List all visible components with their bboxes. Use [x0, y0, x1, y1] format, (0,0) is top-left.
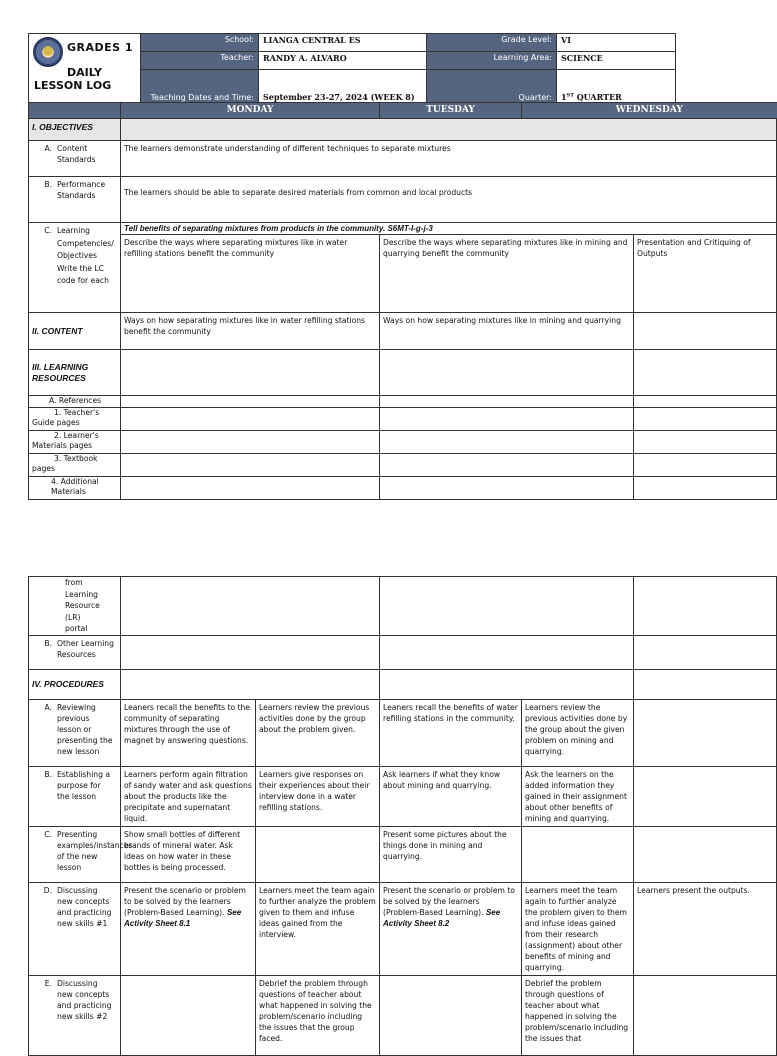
school-label: School:	[141, 34, 259, 52]
quarter-label: Quarter:	[427, 70, 557, 104]
reviewing-monday: Leaners recall the benefits to the community of separating mixtures through the use of magnet by answering questions.	[121, 699, 256, 766]
discussing-1-monday	[121, 882, 256, 975]
lm-mt	[121, 431, 380, 454]
teachers-guide-label: 1. Teacher's Guide pages	[29, 408, 121, 431]
discussing-1-label	[29, 882, 121, 975]
other-resources-label	[29, 635, 121, 669]
other-wt	[380, 635, 634, 669]
lr-f	[634, 577, 777, 636]
content-standards-label	[29, 141, 121, 177]
dll-table-page2	[28, 576, 777, 1056]
discussing-2-text: Discussing new concepts and practicing new skills #2	[57, 978, 112, 1021]
content-monday-tuesday: Ways on how separating mixtures like in water refilling stations benefit the community	[121, 313, 380, 350]
presenting-friday	[634, 826, 777, 882]
presenting-letter: C.	[44, 829, 52, 839]
establishing-tuesday: Learners give responses on their experiences about their interview done in a water refilling stations.	[256, 766, 380, 826]
grade-level-label: Grade Level:	[427, 34, 557, 52]
performance-standards-label	[29, 177, 121, 223]
lm-wt	[380, 431, 634, 454]
discussing-1-tuesday: Learners meet the team again to further analyze the problem given to them and infuse ideas gained from the interview.	[256, 882, 380, 975]
tg-f	[634, 408, 777, 431]
discussing-2-label	[29, 975, 121, 1055]
content-standards-text: Content Standards	[57, 144, 96, 164]
proc-wt	[380, 669, 634, 699]
content-standards-value: The learners demonstrate understanding of different techniques to separate mixtures	[121, 141, 777, 177]
textbook-label: 3. Textbook pages	[29, 454, 121, 477]
establishing-monday: Learners perform again filtration of sandy water and ask questions about the products like the precipitate and supernatant liquid.	[121, 766, 256, 826]
establishing-thursday: Ask the learners on the added information they gained in their assignment about other benefits of mining and quarrying.	[522, 766, 634, 826]
grade-level-value: VI	[557, 34, 676, 52]
establishing-wednesday: Ask learners if what they know about mining and quarrying.	[380, 766, 522, 826]
logo-cell	[29, 34, 141, 104]
dll-table-page1	[28, 102, 777, 500]
activity-sheet-8-2-link: See Activity Sheet 8.2	[383, 907, 501, 928]
establishing-letter: B.	[44, 769, 52, 779]
reviewing-text: Reviewing previous lesson or presenting the new lesson	[57, 702, 113, 756]
content-wednesday-thursday: Ways on how separating mixtures like in mining and quarrying	[380, 313, 634, 350]
discussing-1-monday-text: Present the scenario or problem to be solved by the learners (Problem-Based Learning).	[124, 885, 246, 917]
discussing-2-tuesday: Debrief the problem through questions of teacher about what happened in solving the problem/scenario including the issues that the group faced.	[256, 975, 380, 1055]
discussing-2-wednesday	[380, 975, 522, 1055]
procedures-heading: IV. PROCEDURES	[29, 669, 121, 699]
discussing-1-wednesday-text: Present the scenario or problem to be solved by the learners (Problem-Based Learning).	[383, 885, 515, 917]
dates-label: Teaching Dates and Time:	[141, 70, 259, 104]
title-grades: GRADES 1	[67, 41, 134, 54]
add-wt	[380, 477, 634, 500]
activity-sheet-8-1-link: See Activity Sheet 8.1	[124, 907, 242, 928]
add-mt	[121, 477, 380, 500]
reviewing-friday	[634, 699, 777, 766]
objectives-heading-fill	[121, 119, 777, 141]
discussing-2-thursday: Debrief the problem through questions of teacher about what happened in solving the problem/scenario including the issues that	[522, 975, 634, 1055]
other-mt	[121, 635, 380, 669]
other-resources-letter: B.	[44, 638, 52, 648]
day-header-wednesday: WEDNESDAY	[522, 103, 777, 119]
presenting-wednesday: Present some pictures about the things done in mining and quarrying.	[380, 826, 522, 882]
discussing-2-letter: E.	[44, 978, 52, 988]
presenting-text: Presenting examples/instances of the new lesson	[57, 829, 133, 872]
establishing-friday	[634, 766, 777, 826]
learning-area-value: SCIENCE	[557, 52, 676, 70]
other-f	[634, 635, 777, 669]
tb-f	[634, 454, 777, 477]
references-f	[634, 396, 777, 408]
resources-friday	[634, 350, 777, 396]
competency-code: Tell benefits of separating mixtures from products in the community. S6MT-I-g-j-3	[121, 223, 777, 235]
corner-header	[29, 103, 121, 119]
learning-area-label: Learning Area:	[427, 52, 557, 70]
day-header-tuesday: TUESDAY	[380, 103, 522, 119]
performance-standards-letter: B.	[44, 180, 52, 189]
objective-friday: Presentation and Critiquing of Outputs	[634, 235, 777, 313]
presenting-monday: Show small bottles of different brands of mineral water. Ask ideas on how water in these bottles is being processed.	[121, 826, 256, 882]
references-wt	[380, 396, 634, 408]
establishing-text: Establishing a purpose for the lesson	[57, 769, 111, 801]
competencies-letter: C.	[44, 226, 52, 235]
other-resources-text: Other Learning Resources	[57, 638, 114, 659]
reviewing-thursday: Learners review the previous activities done by the group about the given problem on mining and quarrying.	[522, 699, 634, 766]
lr-portal-label: from Learning Resource (LR) portal	[29, 577, 121, 636]
presenting-tuesday	[256, 826, 380, 882]
objective-monday-tuesday: Describe the ways where separating mixtures like in water refilling stations benefit the community	[121, 235, 380, 313]
content-heading: II. CONTENT	[29, 313, 121, 350]
competencies-text: Learning Competencies/ Objectives Write the LC code for each	[57, 226, 114, 285]
content-friday	[634, 313, 777, 350]
dates-value: September 23-27, 2024 (WEEK 8)	[259, 70, 427, 104]
reviewing-lesson-label	[29, 699, 121, 766]
reviewing-letter: A.	[44, 702, 52, 712]
additional-materials-label: 4. Additional Materials	[29, 477, 121, 500]
objective-wednesday-thursday: Describe the ways where separating mixtures like in mining and quarrying benefit the community	[380, 235, 634, 313]
resources-wednesday-thursday	[380, 350, 634, 396]
teacher-label: Teacher:	[141, 52, 259, 70]
performance-standards-text: Performance Standards	[57, 180, 106, 200]
quarter-value	[557, 70, 676, 104]
title-lesson-log: LESSON LOG	[34, 79, 112, 92]
add-f	[634, 477, 777, 500]
discussing-1-thursday: Learners meet the team again to further analyze the problem given to them and infuse ideas gained from their research (assignment) about other benefits of mining and quarrying.	[522, 882, 634, 975]
discussing-2-friday	[634, 975, 777, 1055]
deped-seal-icon	[33, 37, 63, 67]
tg-mt	[121, 408, 380, 431]
competencies-label	[29, 223, 121, 313]
tg-wt	[380, 408, 634, 431]
performance-standards-value: The learners should be able to separate desired materials from common and local products	[121, 177, 777, 223]
tb-wt	[380, 454, 634, 477]
resources-monday-tuesday	[121, 350, 380, 396]
header-table	[28, 33, 676, 104]
lr-wt	[380, 577, 634, 636]
reviewing-wednesday: Leaners recall the benefits of water refilling stations in the community.	[380, 699, 522, 766]
presenting-examples-label	[29, 826, 133, 882]
references-mt	[121, 396, 380, 408]
discussing-2-monday	[121, 975, 256, 1055]
learners-materials-label: 2. Learner's Materials pages	[29, 431, 121, 454]
quarter-text: QUARTER	[573, 92, 622, 102]
learning-resources-heading: III. LEARNING RESOURCES	[29, 350, 121, 396]
title-daily: DAILY	[67, 66, 102, 79]
reviewing-tuesday: Learners review the previous activities done by the group about the problem given.	[256, 699, 380, 766]
quarter-number: 1	[561, 92, 567, 102]
presenting-thursday	[522, 826, 634, 882]
lm-f	[634, 431, 777, 454]
discussing-1-text: Discussing new concepts and practicing new skills #1	[57, 885, 112, 928]
discussing-1-friday: Learners present the outputs.	[634, 882, 777, 975]
day-header-monday: MONDAY	[121, 103, 380, 119]
school-value: LIANGA CENTRAL ES	[259, 34, 427, 52]
objectives-heading: I. OBJECTIVES	[29, 119, 121, 141]
tb-mt	[121, 454, 380, 477]
lr-mt	[121, 577, 380, 636]
proc-mt	[121, 669, 380, 699]
discussing-1-letter: D.	[43, 885, 52, 895]
references-label: A. References	[29, 396, 121, 408]
teacher-value: RANDY A. ALVARO	[259, 52, 427, 70]
content-standards-letter: A.	[44, 144, 52, 153]
proc-f	[634, 669, 777, 699]
quarter-suffix: ST	[566, 92, 574, 99]
discussing-1-wednesday	[380, 882, 522, 975]
establishing-purpose-label	[29, 766, 121, 826]
